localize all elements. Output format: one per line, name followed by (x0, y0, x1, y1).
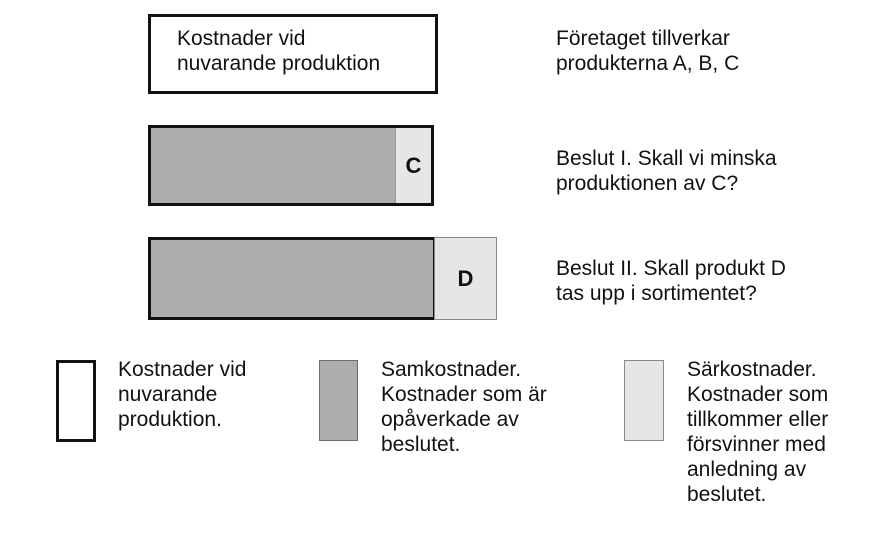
current-production-box (148, 14, 438, 94)
decision1-bar (148, 125, 434, 206)
legend-swatch-samkostnader (319, 360, 358, 441)
row2-description: Beslut I. Skall vi minska produktionen av C? (556, 147, 777, 195)
legend-text-sarkostnader: Särkostnader. Kostnader som tillkommer eller försvinner med anledning av beslutet. (687, 358, 829, 506)
legend-text-current: Kostnader vid nuvarande produktion. (118, 358, 247, 431)
segment-d-label: D (457, 265, 474, 291)
segment-c (395, 128, 431, 203)
legend-text-samkostnader: Samkostnader. Kostnader som är opåverkade av beslutet. (381, 358, 547, 456)
segment-c-label: C (405, 152, 422, 178)
legend-swatch-current (56, 360, 96, 442)
current-production-box-text: Kostnader vid nuvarande produktion (177, 27, 381, 75)
row3-description: Beslut II. Skall produkt D tas upp i sortimentet? (556, 257, 786, 305)
row1-description: Företaget tillverkar produkterna A, B, C (556, 27, 740, 75)
segment-d (434, 237, 497, 320)
legend-swatch-sarkostnader (624, 360, 664, 441)
decision2-bar (148, 237, 436, 320)
